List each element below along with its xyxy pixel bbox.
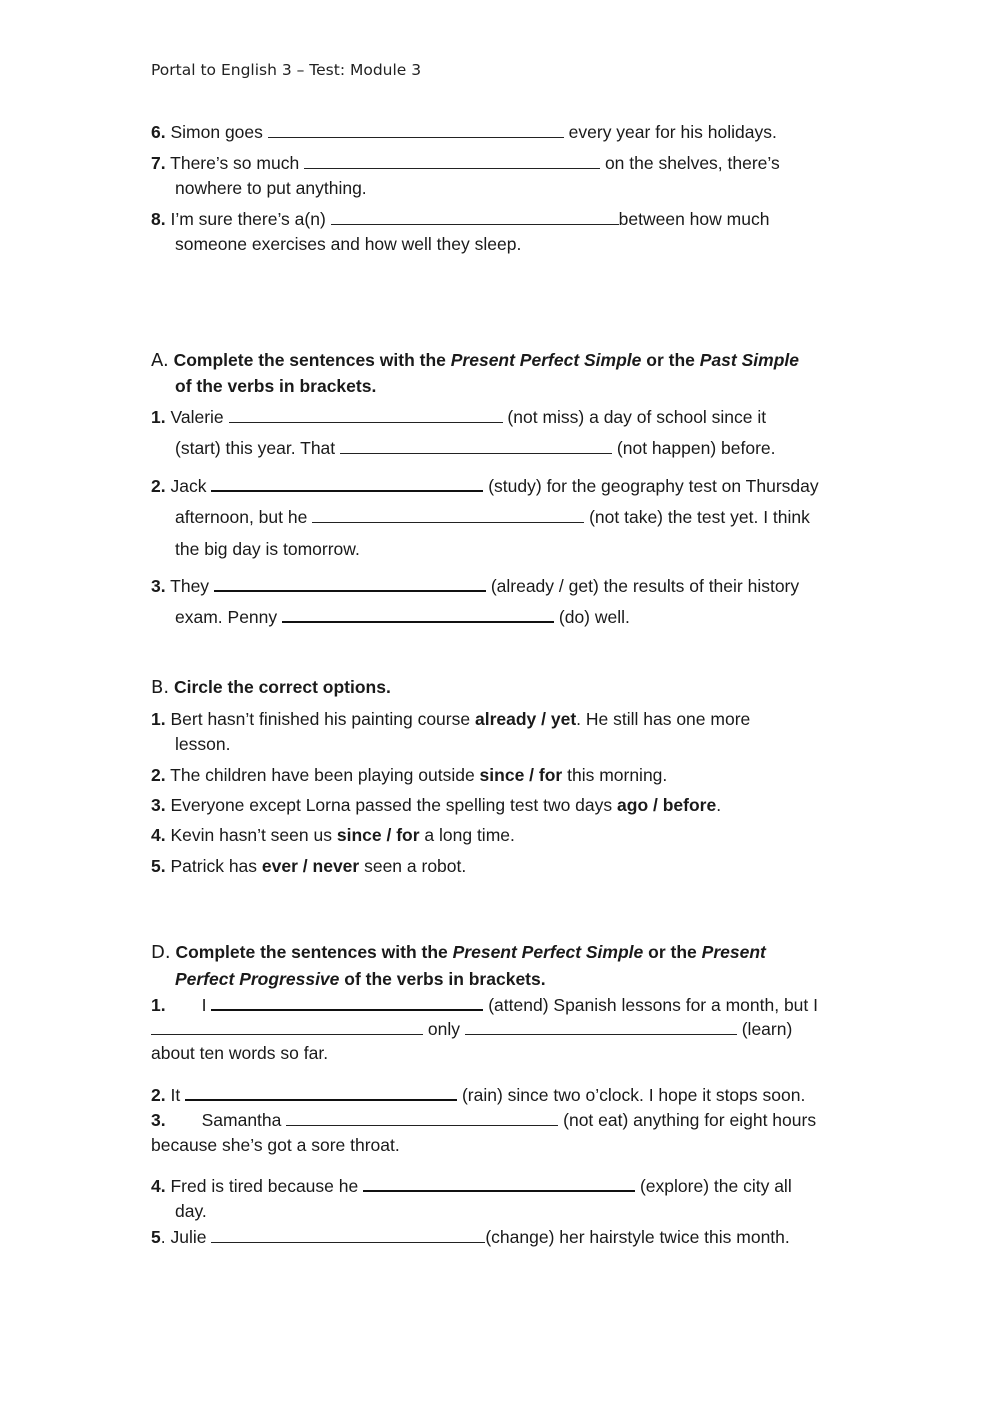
answer-options[interactable]: ago / before	[617, 795, 717, 815]
item-text: .	[716, 795, 722, 815]
answer-blank[interactable]	[340, 439, 612, 454]
item-text: Simon goes	[170, 122, 263, 142]
section-d-heading	[151, 941, 766, 964]
answer-blank[interactable]	[211, 995, 483, 1011]
section-b-item-4	[151, 824, 515, 846]
section-letter: D.	[151, 942, 171, 963]
answer-options[interactable]: already / yet	[474, 709, 577, 729]
item-number: 7.	[151, 153, 166, 173]
section-a-item-1-line2	[175, 437, 776, 459]
item-text-cont: nowhere to put anything.	[175, 178, 367, 198]
section-b-item-2	[151, 764, 667, 786]
answer-blank[interactable]	[214, 576, 486, 592]
answer-blank[interactable]	[465, 1020, 737, 1035]
item-number: 2.	[151, 765, 166, 785]
item-text: exam. Penny	[175, 607, 278, 627]
answer-blank[interactable]	[304, 154, 600, 169]
item-text: afternoon, but he	[175, 507, 308, 527]
item-text: (study) for the geography test on Thursday	[488, 476, 819, 496]
answer-options[interactable]: since / for	[336, 825, 420, 845]
item-number: 2.	[151, 1085, 166, 1105]
section-d-item-1-line3: about ten words so far.	[151, 1043, 329, 1063]
item-number: 1.	[151, 407, 166, 427]
section-d-item-1	[151, 994, 818, 1016]
answer-blank[interactable]	[312, 508, 584, 523]
item-text: (not eat) anything for eight hours	[563, 1110, 817, 1130]
item-text: (attend) Spanish lessons for a month, but I	[488, 995, 818, 1015]
item-text: Jack	[170, 476, 207, 496]
item-number: 5.	[151, 856, 166, 876]
item-text: this morning.	[567, 765, 668, 785]
item-text: (not take) the test yet. I think	[589, 507, 810, 527]
instruction-tense: Present Perfect Simple	[452, 942, 644, 962]
item-text: (explore) the city all	[639, 1176, 792, 1196]
instruction-tense: Past Simple	[699, 350, 799, 370]
section-b-item-3	[151, 794, 721, 816]
item-text: Kevin hasn’t seen us	[170, 825, 332, 845]
item-number: 3.	[151, 1110, 166, 1130]
section-a-heading	[151, 349, 799, 372]
answer-blank[interactable]	[331, 210, 619, 225]
item-text: only	[427, 1019, 460, 1039]
answer-blank[interactable]	[211, 476, 483, 492]
item-text: between how much	[618, 209, 770, 229]
item-text: Bert hasn’t finished his painting course	[170, 709, 471, 729]
exercise-item-6	[151, 121, 777, 143]
item-text: seen a robot.	[364, 856, 467, 876]
item-text: (not miss) a day of school since it	[507, 407, 767, 427]
answer-options[interactable]: since / for	[479, 765, 563, 785]
answer-blank[interactable]	[211, 1228, 485, 1243]
instruction-tense: Perfect Progressive	[175, 969, 340, 989]
section-d-item-4	[151, 1175, 792, 1197]
item-text: There’s so much	[170, 153, 300, 173]
answer-blank[interactable]	[286, 1111, 558, 1126]
item-text: (change) her hairstyle twice this month.	[485, 1227, 790, 1247]
section-a-item-3	[151, 575, 799, 597]
instruction-text: Complete the sentences with the	[173, 350, 446, 370]
item-text: Fred is tired because he	[170, 1176, 359, 1196]
instruction-text: or the	[646, 350, 695, 370]
page-header: Portal to English 3 – Test: Module 3	[151, 61, 422, 79]
answer-blank[interactable]	[185, 1085, 457, 1101]
item-text: The children have been playing outside	[170, 765, 475, 785]
exercise-item-8	[151, 208, 769, 230]
item-text: on the shelves, there’s	[604, 153, 780, 173]
section-letter: B.	[151, 677, 170, 698]
item-text: I	[201, 995, 207, 1015]
answer-blank[interactable]	[229, 408, 503, 423]
item-text: (already / get) the results of their history	[490, 576, 800, 596]
exercise-item-7	[151, 152, 780, 174]
item-text: Patrick has	[170, 856, 258, 876]
item-text-cont: lesson.	[175, 734, 231, 754]
item-number: 4.	[151, 825, 166, 845]
item-text: (not happen) before.	[616, 438, 776, 458]
item-text: (start) this year. That	[175, 438, 336, 458]
item-number: 1.	[151, 995, 166, 1015]
section-letter: A.	[151, 350, 169, 371]
instruction-text-cont: of the verbs in brackets.	[175, 376, 377, 396]
section-a-item-2-line3: the big day is tomorrow.	[175, 539, 360, 559]
item-number: 6.	[151, 122, 166, 142]
item-number: 2.	[151, 476, 166, 496]
item-number: 5	[151, 1227, 161, 1247]
item-text-cont: someone exercises and how well they sleep.	[175, 234, 522, 254]
item-text: every year for his holidays.	[568, 122, 777, 142]
section-a-item-3-line2	[175, 606, 630, 628]
item-text: (learn)	[741, 1019, 793, 1039]
item-number: 1.	[151, 709, 166, 729]
section-d-item-4-line2: day.	[175, 1201, 207, 1221]
section-d-item-2	[151, 1084, 805, 1106]
item-number: 3.	[151, 576, 166, 596]
answer-blank[interactable]	[363, 1176, 635, 1192]
item-text: (rain) since two o’clock. I hope it stops soon.	[461, 1085, 806, 1105]
section-d-item-1-line2	[151, 1018, 792, 1040]
section-b-item-5	[151, 855, 466, 877]
instruction-tense: Present Perfect Simple	[450, 350, 642, 370]
section-b-heading	[151, 676, 391, 699]
section-d-item-3-line2: because she’s got a sore throat.	[151, 1135, 400, 1155]
instruction-text: of the verbs in brackets.	[344, 969, 546, 989]
section-d-item-3	[151, 1109, 816, 1131]
item-number: 4.	[151, 1176, 166, 1196]
item-text: a long time.	[424, 825, 515, 845]
section-a-item-2	[151, 475, 819, 497]
section-d-item-5	[151, 1226, 790, 1248]
item-text: Everyone except Lorna passed the spelling test two days	[170, 795, 613, 815]
item-text: (do) well.	[558, 607, 630, 627]
answer-blank[interactable]	[282, 607, 554, 623]
section-a-item-1	[151, 406, 766, 428]
item-text: I’m sure there’s a(n)	[170, 209, 326, 229]
instruction-tense: Present	[701, 942, 766, 962]
item-text: Samantha	[201, 1110, 282, 1130]
section-d-heading-line2	[175, 968, 546, 990]
instruction-text: Complete the sentences with the	[175, 942, 448, 962]
section-b-item-1	[151, 708, 750, 730]
item-text: It	[170, 1085, 181, 1105]
item-text: . He still has one more	[576, 709, 751, 729]
item-text: Valerie	[170, 407, 224, 427]
answer-blank[interactable]	[151, 1020, 423, 1035]
item-text: They	[170, 576, 210, 596]
answer-options[interactable]: ever / never	[261, 856, 360, 876]
item-number: 8.	[151, 209, 166, 229]
item-text: . Julie	[160, 1227, 207, 1247]
instruction-text: or the	[648, 942, 697, 962]
answer-blank[interactable]	[268, 123, 564, 138]
item-number: 3.	[151, 795, 166, 815]
instruction-text: Circle the correct options.	[173, 677, 391, 697]
section-a-item-2-line2	[175, 506, 810, 528]
